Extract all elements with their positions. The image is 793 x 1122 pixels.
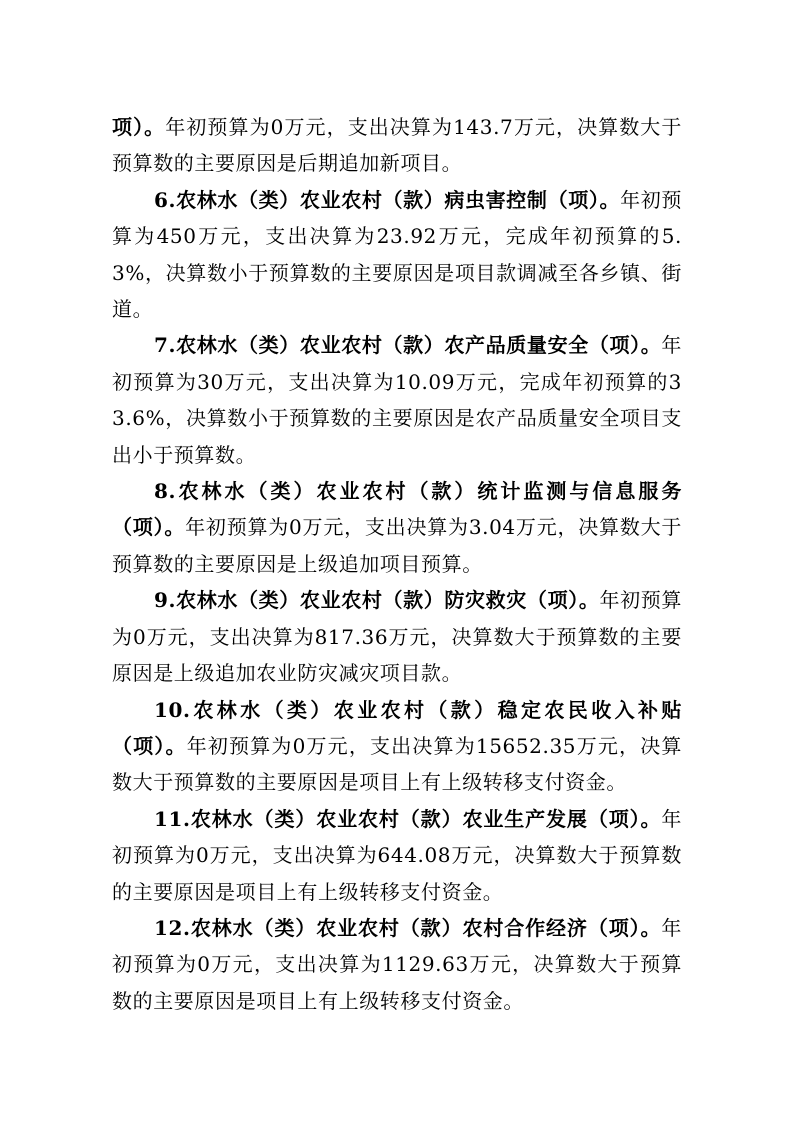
paragraph-heading: 8.农林水（类）农业农村（款）统计监测与信息服务（项）。 [112,479,682,540]
paragraph-heading: 10.农林水（类）农业农村（款）稳定农民收入补贴（项）。 [112,697,682,758]
paragraph-text: 年初预算为0万元，支出决算为3.04万元，决算数大于预算数的主要原因是上级追加项目预算。 [112,515,683,576]
paragraph-heading: 6.农林水（类）农业农村（款）病虫害控制（项）。 [154,187,621,212]
paragraph-item-8 [112,473,682,582]
paragraph-item-6 [112,182,682,328]
paragraph-heading: 12.农林水（类）农业农村（款）农村合作经济（项）。 [154,915,662,940]
paragraph-text: 年初预算为450万元，支出决算为23.92万元，完成年初预算的5.3%，决算数小于预算数的主要原因是项目款调减至各乡镇、街道。 [112,187,682,322]
paragraph-item-7 [112,327,682,473]
paragraph-text: 年初预算为0万元，支出决算为143.7万元，决算数大于预算数的主要原因是后期追加新项目。 [112,115,682,176]
paragraph-item-10 [112,692,682,801]
paragraph-text: 年初预算为0万元，支出决算为817.36万元，决算数大于预算数的主要原因是上级追加农业防灾减灾项目款。 [112,588,682,686]
paragraph-text: 年初预算为0万元，支出决算为1129.63万元，决算数大于预算数的主要原因是项目上有上级转移支付资金。 [112,915,682,1013]
paragraph-heading: 项）。 [112,115,166,139]
paragraph-heading: 7.农林水（类）农业农村（款）农产品质量安全（项）。 [154,333,662,358]
paragraph-text: 年初预算为30万元，支出决算为10.09万元，完成年初预算的33.6%，决算数小于预算数的主要原因是农产品质量安全项目支出小于预算数。 [112,333,682,467]
paragraph-heading: 11.农林水（类）农业农村（款）农业生产发展（项）。 [154,806,662,831]
paragraph-text: 年初预算为0万元，支出决算为644.08万元，决算数大于预算数的主要原因是项目上有上级转移支付资金。 [112,806,682,904]
paragraph-item-11 [112,801,682,910]
paragraph-text: 年初预算为0万元，支出决算为15652.35万元，决算数大于预算数的主要原因是项目上有上级转移支付资金。 [112,733,682,795]
document-body [112,109,682,1019]
paragraph-item-5-continued [112,109,682,182]
paragraph-item-12 [112,910,682,1019]
paragraph-item-9 [112,582,682,691]
paragraph-heading: 9.农林水（类）农业农村（款）防灾救灾（项）。 [154,588,600,613]
